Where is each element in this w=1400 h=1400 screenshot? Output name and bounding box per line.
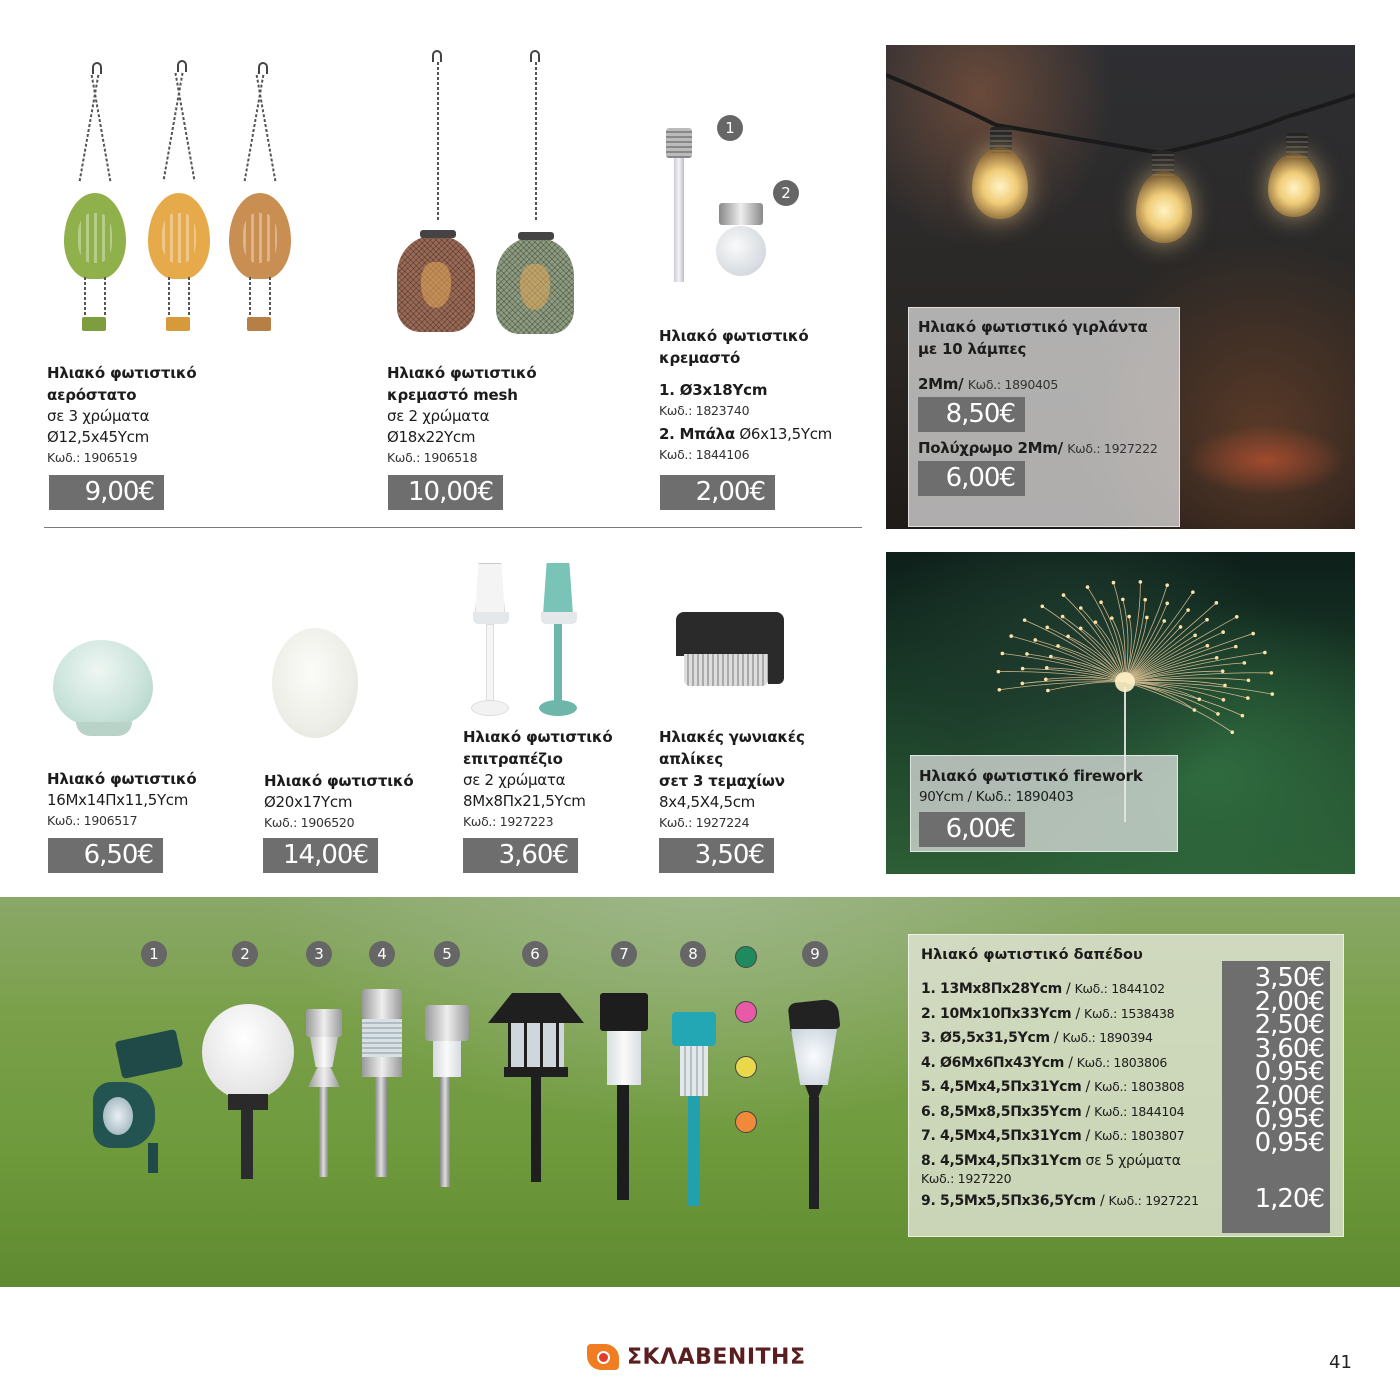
row-separator: / [1095, 1193, 1109, 1209]
variant-1-label: 1. Ø3x18Ycm [659, 381, 768, 399]
variant-2-dimensions: Ø6x13,5Ycm [739, 425, 832, 443]
product-code: Κωδ.: 1927223 [463, 814, 554, 829]
row-dimensions: 8. 4,5Mx4,5Πx31Ycm [921, 1152, 1082, 1169]
color-dot-pink [735, 1001, 757, 1023]
row-dimensions: 7. 4,5Mx4,5Πx31Ycm [921, 1128, 1082, 1144]
row-code: Κωδ.: 1927220 [921, 1171, 1012, 1186]
mesh-lamp-green [496, 238, 574, 334]
product-dimensions: 16Mx14Πx11,5Ycm [47, 791, 189, 809]
row-separator: / [1061, 981, 1075, 997]
product-title: Ηλιακό φωτιστικό firework [919, 767, 1143, 785]
section-divider [44, 527, 862, 528]
table-row [921, 1075, 1221, 1100]
row-price: 1,20€ [1254, 1184, 1324, 1214]
product-code: Κωδ.: 1927224 [659, 815, 750, 830]
badge-6: 6 [522, 941, 548, 967]
row-code: Κωδ.: 1803806 [1076, 1054, 1168, 1070]
row-code: Κωδ.: 1803808 [1094, 1079, 1185, 1094]
product-dimensions: 8x4,5X4,5cm [659, 793, 755, 811]
variant-1-code: Κωδ.: 1890405 [967, 377, 1058, 392]
price-tag: 2,00€ [660, 475, 775, 510]
row-price: 2,00€ [1254, 986, 1324, 1017]
color-dot-green [735, 946, 757, 968]
product-detail: σε 2 χρώματα [387, 407, 490, 425]
product-dimensions: Ø18x22Ycm [387, 428, 476, 446]
table-row [921, 977, 1221, 1002]
price-tag: 10,00€ [388, 475, 503, 510]
row-price: 0,95€ [1254, 1127, 1324, 1158]
product-dimensions: Ø12,5x45Ycm [47, 428, 149, 446]
row-code: Κωδ.: 1844104 [1094, 1103, 1185, 1119]
variant-2-label: 2. Μπάλα [659, 425, 735, 443]
row-separator: σε 5 χρώματα [1081, 1152, 1181, 1169]
product-title: Ηλιακό φωτιστικό γιρλάντα [918, 318, 1148, 336]
row-separator: / [1071, 1005, 1085, 1022]
table-row [921, 1189, 1221, 1214]
row-dimensions: 5. 4,5Mx4,5Πx31Ycm [921, 1079, 1082, 1095]
price-tag: 9,00€ [49, 475, 164, 510]
product-title: κρεμαστό mesh [387, 386, 518, 404]
badge-4: 4 [369, 941, 395, 967]
badge-7: 7 [611, 941, 637, 967]
product-title: Ηλιακό φωτιστικό [47, 364, 197, 382]
row-code: Κωδ.: 1803807 [1094, 1128, 1185, 1143]
balloon-brown [229, 193, 291, 279]
row-separator: / [1049, 1030, 1063, 1046]
price-tag: 14,00€ [263, 838, 378, 873]
badge-2: 2 [232, 941, 258, 967]
table-title: Ηλιακό φωτιστικό δαπέδου [921, 947, 1143, 963]
brand-logo [587, 1342, 805, 1372]
product-title: Ηλιακό φωτιστικό [659, 327, 809, 345]
row-separator: / [1081, 1128, 1095, 1144]
product-code: Κωδ.: 1906517 [47, 813, 138, 828]
product-title: με 10 λάμπες [918, 340, 1027, 358]
row-code: Κωδ.: 1890394 [1062, 1030, 1153, 1045]
badge-2: 2 [773, 180, 799, 206]
row-price: 0,95€ [1254, 1104, 1324, 1134]
row-price: 3,60€ [1254, 1033, 1324, 1064]
row-price: 2,00€ [1254, 1080, 1324, 1111]
product-code: Κωδ.: 1906518 [387, 450, 478, 465]
badge-3: 3 [306, 941, 332, 967]
balloon-green [64, 193, 126, 279]
price-tag: 6,00€ [919, 812, 1025, 847]
row-separator: / [1064, 1054, 1077, 1071]
garland-info-box [908, 307, 1180, 527]
row-price: 0,95€ [1254, 1057, 1324, 1087]
badge-8: 8 [680, 941, 706, 967]
variant-2-code: Κωδ.: 1927222 [1067, 441, 1158, 456]
floor-lights-price-table [908, 934, 1344, 1237]
row-dimensions: 1. 13Mx8Πx28Ycm [921, 981, 1062, 997]
row-dimensions: 6. 8,5Mx8,5Πx35Ycm [921, 1103, 1082, 1120]
price-tag: 8,50€ [918, 397, 1025, 432]
row-code: Κωδ.: 1927221 [1108, 1193, 1199, 1208]
table-row [921, 1051, 1221, 1076]
table-row [921, 1002, 1221, 1027]
product-dimensions: Ø20x17Ycm [264, 793, 353, 811]
row-price: 2,50€ [1254, 1010, 1324, 1040]
badge-5: 5 [434, 941, 460, 967]
price-tag: 6,00€ [918, 461, 1025, 496]
row-code: Κωδ.: 1844102 [1074, 981, 1165, 996]
product-dimensions: 8Mx8Πx21,5Ycm [463, 792, 586, 810]
row-dimensions: 2. 10Mx10Πx33Ycm [921, 1005, 1072, 1022]
product-title: κρεμαστό [659, 349, 741, 367]
row-dimensions: 9. 5,5Mx5,5Πx36,5Ycm [921, 1193, 1096, 1209]
badge-1: 1 [717, 115, 743, 141]
product-code: Κωδ.: 1906520 [264, 815, 355, 830]
product-title: επιτραπέζιο [463, 750, 563, 768]
product-title: Ηλιακές γωνιακές [659, 728, 805, 746]
sphere-lamp-image [272, 628, 358, 738]
row-separator: / [1081, 1079, 1095, 1095]
brand-name: ΣΚΛΑΒΕΝΙΤΗΣ [627, 1344, 806, 1370]
row-code: Κωδ.: 1538438 [1084, 1005, 1175, 1021]
color-dot-yellow [735, 1056, 757, 1078]
firework-info-box [910, 755, 1178, 852]
variant-2-code: Κωδ.: 1844106 [659, 447, 750, 462]
floor-lights-photo [0, 897, 1400, 1287]
badge-1: 1 [141, 941, 167, 967]
garland-bulb [1268, 153, 1320, 217]
product-title: Ηλιακό φωτιστικό [264, 772, 414, 790]
table-row [921, 1124, 1221, 1149]
garland-bulb [1136, 171, 1192, 243]
product-detail: σε 2 χρώματα [463, 771, 566, 789]
product-detail: σε 3 χρώματα [47, 407, 150, 425]
product-title: απλίκες [659, 750, 724, 768]
price-tag: 3,60€ [463, 838, 578, 873]
firework-photo [886, 552, 1355, 874]
product-title: αερόστατο [47, 386, 137, 404]
mesh-lamp-brown [397, 236, 475, 332]
page-number: 41 [1329, 1352, 1352, 1373]
table-row [921, 1026, 1221, 1051]
table-row [921, 1100, 1221, 1125]
balloon-orange [148, 193, 210, 279]
row-price: 3,50€ [1254, 963, 1324, 993]
product-title: σετ 3 τεμαχίων [659, 772, 785, 790]
variant-1-label: 2Mm/ [918, 375, 964, 393]
garland-photo [886, 45, 1355, 529]
price-tag: 3,50€ [659, 838, 774, 873]
row-separator: / [1081, 1103, 1095, 1120]
row-dimensions: 4. Ø6Mx6Πx43Ycm [921, 1054, 1065, 1071]
variant-1-code: Κωδ.: 1823740 [659, 403, 750, 418]
logo-icon [587, 1342, 619, 1372]
product-code: Κωδ.: 1906519 [47, 450, 138, 465]
product-title: Ηλιακό φωτιστικό [47, 770, 197, 788]
row-dimensions: 3. Ø5,5x31,5Ycm [921, 1030, 1050, 1046]
color-dot-orange [735, 1111, 757, 1133]
product-title: Ηλιακό φωτιστικό [387, 364, 537, 382]
product-dimensions-code: 90Ycm / Κωδ.: 1890403 [919, 789, 1074, 805]
product-title: Ηλιακό φωτιστικό [463, 728, 613, 746]
variant-2-label: Πολύχρωμο 2Mm/ [918, 439, 1063, 457]
price-tag: 6,50€ [48, 838, 163, 873]
badge-9: 9 [802, 941, 828, 967]
garland-wire [886, 45, 1355, 165]
